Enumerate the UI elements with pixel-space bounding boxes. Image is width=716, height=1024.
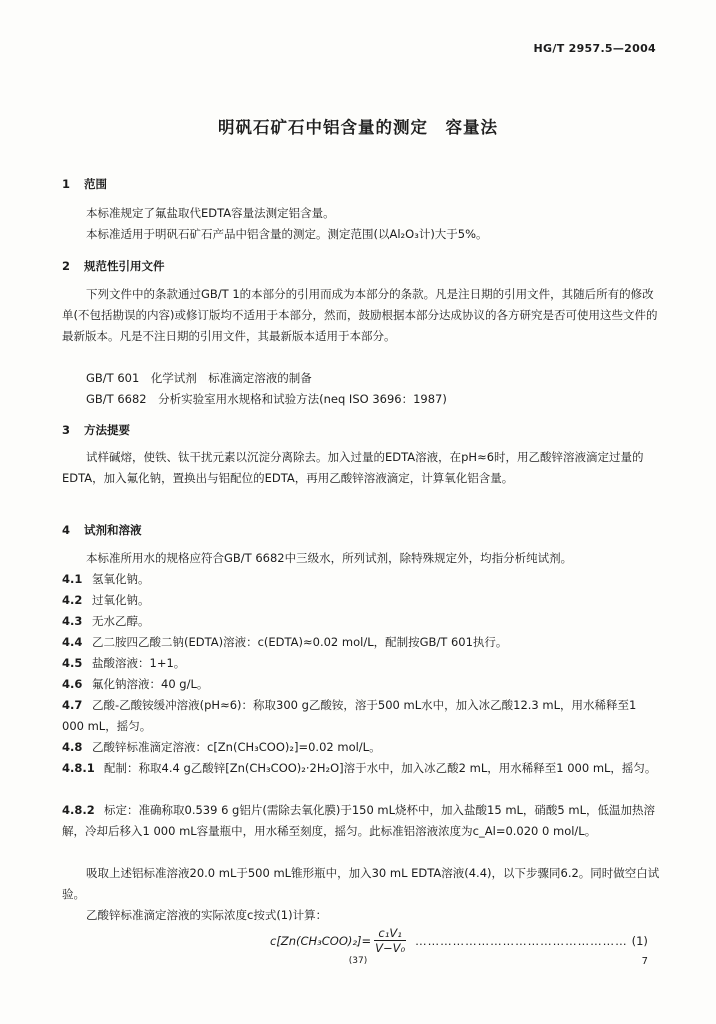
section-number: 1 bbox=[62, 177, 71, 191]
section-title: 试剂和溶液 bbox=[84, 523, 142, 537]
paragraph: 乙酸锌标准滴定溶液的实际浓度c按式(1)计算： bbox=[86, 908, 328, 922]
formula-fraction bbox=[373, 926, 407, 955]
paragraph: 试样碱熔，使铁、钛干扰元素以沉淀分离除去。加入过量的EDTA溶液，在pH≈6时，用乙酸锌溶液滴定过量的EDTA，加入氟化钠，置换出与铝配位的EDTA，再用乙酸锌溶液滴定，计算氧化铝含量。 bbox=[62, 450, 644, 485]
formula-lhs: c[Zn(CH₃COO)₂]= bbox=[270, 933, 372, 948]
list-item: 4.8.1 配制：称取4.4 g乙酸锌[Zn(CH₃COO)₂·2H₂O]溶于水中，加入冰乙酸2 mL，用水稀释至1 000 mL，摇匀。 bbox=[62, 761, 657, 775]
equation-number: (1) bbox=[631, 933, 648, 948]
list-item: 4.5 盐酸溶液：1+1。 bbox=[62, 656, 186, 670]
section-4-heading bbox=[62, 522, 142, 538]
page-number: (37) bbox=[348, 956, 368, 966]
corner-mark: 7 bbox=[641, 956, 648, 967]
section-number: 3 bbox=[62, 423, 71, 437]
list-item: 4.8.2 标定：准确称取0.539 6 g铝片(需除去氧化膜)于150 mL烧杯中，加入盐酸15 mL，硝酸5 mL，低温加热溶解，冷却后移入1 000 mL容量瓶中，用水稀至刻度，摇匀。此标准铝溶液浓度为c_Al=0.020 0 mol/L。 bbox=[62, 803, 656, 838]
paragraph: 吸取上述铝标准溶液20.0 mL于500 mL锥形瓶中，加入30 mL EDTA溶液(4.4)，以下步骤同6.2。同时做空白试验。 bbox=[62, 866, 660, 901]
section-2-heading bbox=[62, 258, 165, 274]
list-item: 4.6 氟化钠溶液：40 g/L。 bbox=[62, 677, 209, 691]
reference-item: GB/T 601 化学试剂 标准滴定溶液的制备 bbox=[86, 371, 312, 385]
formula-leader-dots: …………………………………………… bbox=[415, 933, 628, 948]
paragraph: 本标准适用于明矾石矿石产品中铝含量的测定。测定范围(以Al₂O₃计)大于5%。 bbox=[86, 227, 488, 241]
list-item: 4.7 乙酸-乙酸铵缓冲溶液(pH≈6)：称取300 g乙酸铵，溶于500 mL水中，加入冰乙酸12.3 mL，用水稀释至1 000 mL，摇匀。 bbox=[62, 698, 637, 733]
formula-1 bbox=[270, 926, 648, 955]
standard-code: HG/T 2957.5—2004 bbox=[533, 42, 656, 55]
paragraph: 下列文件中的条款通过GB/T 1的本部分的引用而成为本部分的条款。凡是注日期的引用文件，其随后所有的修改单(不包括勘误的内容)或修订版均不适用于本部分，然而，鼓励根据本部分达成协议的各方研究是否可使用这些文件的最新版本。凡是不注日期的引用文件，其最新版本适用于本部分。 bbox=[62, 287, 658, 343]
page-title: 明矾石矿石中铝含量的测定 容量法 bbox=[218, 118, 498, 137]
section-title: 范围 bbox=[84, 177, 107, 191]
list-item: 4.3 无水乙醇。 bbox=[62, 614, 150, 628]
section-number: 2 bbox=[62, 259, 71, 273]
section-number: 4 bbox=[62, 523, 71, 537]
formula-denominator: V−V₀ bbox=[375, 941, 406, 955]
reference-item: GB/T 6682 分析实验室用水规格和试验方法(neq ISO 3696：1987) bbox=[86, 392, 447, 406]
formula-numerator: c₁V₁ bbox=[374, 926, 405, 941]
list-item: 4.2 过氧化钠。 bbox=[62, 593, 150, 607]
section-3-heading bbox=[62, 422, 130, 438]
paragraph: 本标准规定了氟盐取代EDTA容量法测定铝含量。 bbox=[86, 206, 335, 220]
list-item: 4.1 氢氧化钠。 bbox=[62, 572, 150, 586]
list-item: 4.8 乙酸锌标准滴定溶液：c[Zn(CH₃COO)₂]=0.02 mol/L。 bbox=[62, 740, 381, 754]
paragraph: 本标准所用水的规格应符合GB/T 6682中三级水，所列试剂，除特殊规定外，均指分析纯试剂。 bbox=[86, 551, 573, 565]
section-title: 规范性引用文件 bbox=[84, 259, 165, 273]
section-1-heading bbox=[62, 176, 107, 192]
list-item: 4.4 乙二胺四乙酸二钠(EDTA)溶液：c(EDTA)≈0.02 mol/L，配制按GB/T 601执行。 bbox=[62, 635, 508, 649]
section-title: 方法提要 bbox=[84, 423, 130, 437]
